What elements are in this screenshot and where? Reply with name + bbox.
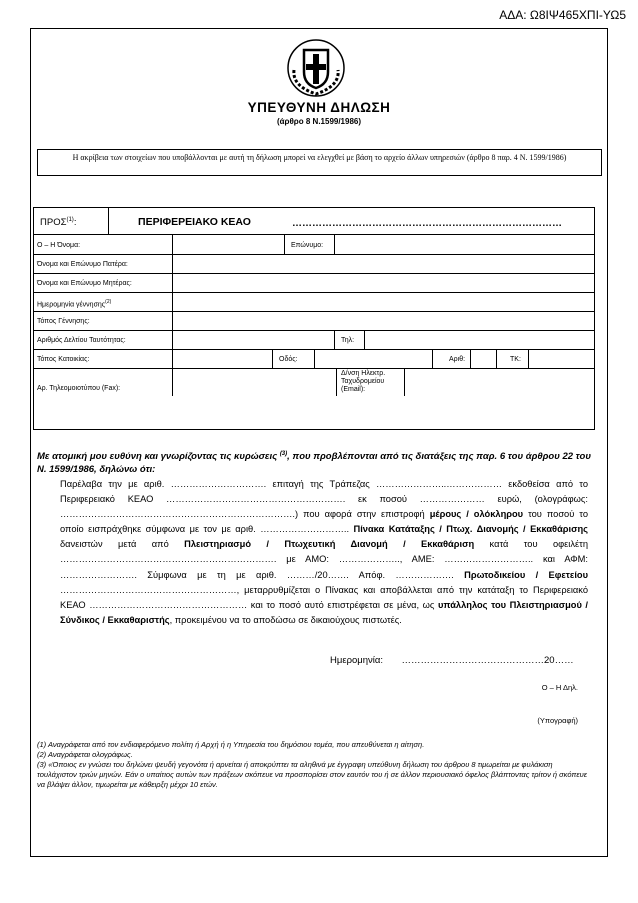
document-title: ΥΠΕΥΘΥΝΗ ΔΗΛΩΣΗ <box>247 100 391 115</box>
footnote-1: (1) Αναγράφεται από τον ενδιαφερόμενο πολίτη ή Αρχή ή η Υπηρεσία του δημόσιου τομέα, που απευθύνεται η αίτηση. <box>37 740 425 749</box>
declarant-label: Ο – Η Δηλ. <box>541 683 578 692</box>
recipient-value[interactable]: ΠΕΡΙΦΕΡΕΙΑΚΟ ΚΕΑΟ <box>138 216 251 228</box>
accuracy-notice: Η ακρίβεια των στοιχείων που υποβάλλονται με αυτή τη δήλωση μπορεί να ελεγχθεί με βάση το αρχείο άλλων υπηρεσιών (άρθρο 8 παρ. 4 Ν. 1599/1986) <box>37 149 602 176</box>
declaration-heading: Με ατομική μου ευθύνη και γνωρίζοντας τις κυρώσεις $^{(3)}$, που προβλέπονται από τις διατάξεις της παρ. 6 του άρθρου 22 του Ν. 1599/1986, δηλώνω ότι: <box>37 451 591 476</box>
street-field[interactable]: Οδός: <box>279 356 298 363</box>
residence-field[interactable]: Τόπος Κατοικίας: <box>37 356 90 363</box>
greek-coat-of-arms-icon <box>284 36 348 100</box>
recipient-box <box>33 207 595 235</box>
ada-code: ΑΔΑ: Ω8ΙΨ465ΧΠΙ-ΥΩ5 <box>499 8 626 22</box>
birthdate-field[interactable]: Ημερομηνία γέννησης$^{(2)}$ <box>37 299 112 309</box>
phone-field[interactable]: Τηλ: <box>341 337 355 344</box>
footnotes <box>37 740 593 790</box>
mother-name-field[interactable]: Όνομα και Επώνυμο Μητέρας: <box>37 280 132 287</box>
postcode-field[interactable]: ΤΚ: <box>510 356 521 363</box>
recipient-dots: ……………………………………………………………………… <box>292 218 562 229</box>
date-field[interactable] <box>330 655 574 666</box>
street-number-field[interactable]: Αριθ: <box>449 356 466 363</box>
fax-field[interactable]: Αρ. Τηλεομοιοτύπου (Fax): <box>37 385 121 392</box>
signature-label: (Υπογραφή) <box>537 716 578 725</box>
personal-data-grid <box>33 235 595 430</box>
father-name-field[interactable]: Όνομα και Επώνυμο Πατέρα: <box>37 261 128 268</box>
id-number-field[interactable]: Αριθμός Δελτίου Ταυτότητας: <box>37 337 126 344</box>
footnote-2: (2) Αναγράφεται ολογράφως. <box>37 750 133 759</box>
surname-field[interactable]: Επώνυμο: <box>291 242 324 249</box>
name-field[interactable]: Ο – Η Όνομα: <box>37 242 81 249</box>
date-label: Ημερομηνία: <box>330 655 384 666</box>
declaration-body: Παρέλαβα την με αριθ. …………………………. επιταγή της Τράπεζας …………………..……………… εκδοθείσα από το Περιφερειακό ΚΕΑΟ …………………………………………………. εκ ποσού ………………… ευρώ, (ολογράφως: ………………………………………………………………….) που αφορά στην επιστροφή μέρους / ολόκληρου του ποσού το οποίο εισπράχθηκε σύμφωνα με τον με αριθ. ……………………….. Πίνακα Κατάταξης / Πτωχ. Διανομής / Εκκαθάρισης δανειστών μετά από Πλειστηριασμό / Πτωχευτική Διανομή / Εκκαθάριση κατά του οφειλέτη ……………………………………………………………. με ΑΜΟ: ……………….., ΑΜΕ: ……………………….. και ΑΦΜ: ……………………. Σύμφωνα με τη με αριθ. ………/20……. Απόφ. ………………. Πρωτοδικείου / Εφετείου …………………………………………………, μεταρρυθμίζεται ο Πίνακας και αποβάλλεται από την κατάταξη το Περιφερειακό ΚΕΑΟ …………………………………………… και το ποσό αυτό επιστρέφεται σε μένα, ως υπάλληλος του Πλειστηριασμού / Σύνδικος / Εκκαθαριστής, προκειμένου να το αποδώσω σε δικαιούχους πιστωτές. <box>60 479 589 625</box>
date-value[interactable]: ………………………………………20…… <box>401 655 574 666</box>
footnote-3: (3) «Όποιος εν γνώσει του δηλώνει ψευδή γεγονότα ή αρνείται ή αποκρύπτει τα αληθινά με έγγραφη υπεύθυνη δήλωση του άρθρου 8 τιμωρείται με φυλάκιση τουλάχιστον τριών μηνών. Εάν ο υπαίτιος αυτών των πράξεων σκόπευε να προσπορίσει στον εαυτόν του ή σε άλλον περιουσιακό όφελος βλάπτοντας τρίτον ή σκόπευε να βλάψει άλλον, τιμωρείται με κάθειρξη μέχρι 10 ετών. <box>37 760 588 789</box>
document-subtitle: (άρθρο 8 Ν.1599/1986) <box>276 117 362 126</box>
recipient-label: ΠΡΟΣ$^{(1)}$: <box>40 217 77 229</box>
email-field[interactable]: Δ/νση Ηλεκτρ. Ταχυδρομείου (Email): <box>341 370 386 393</box>
birthplace-field[interactable]: Τόπος Γέννησης: <box>37 318 90 325</box>
